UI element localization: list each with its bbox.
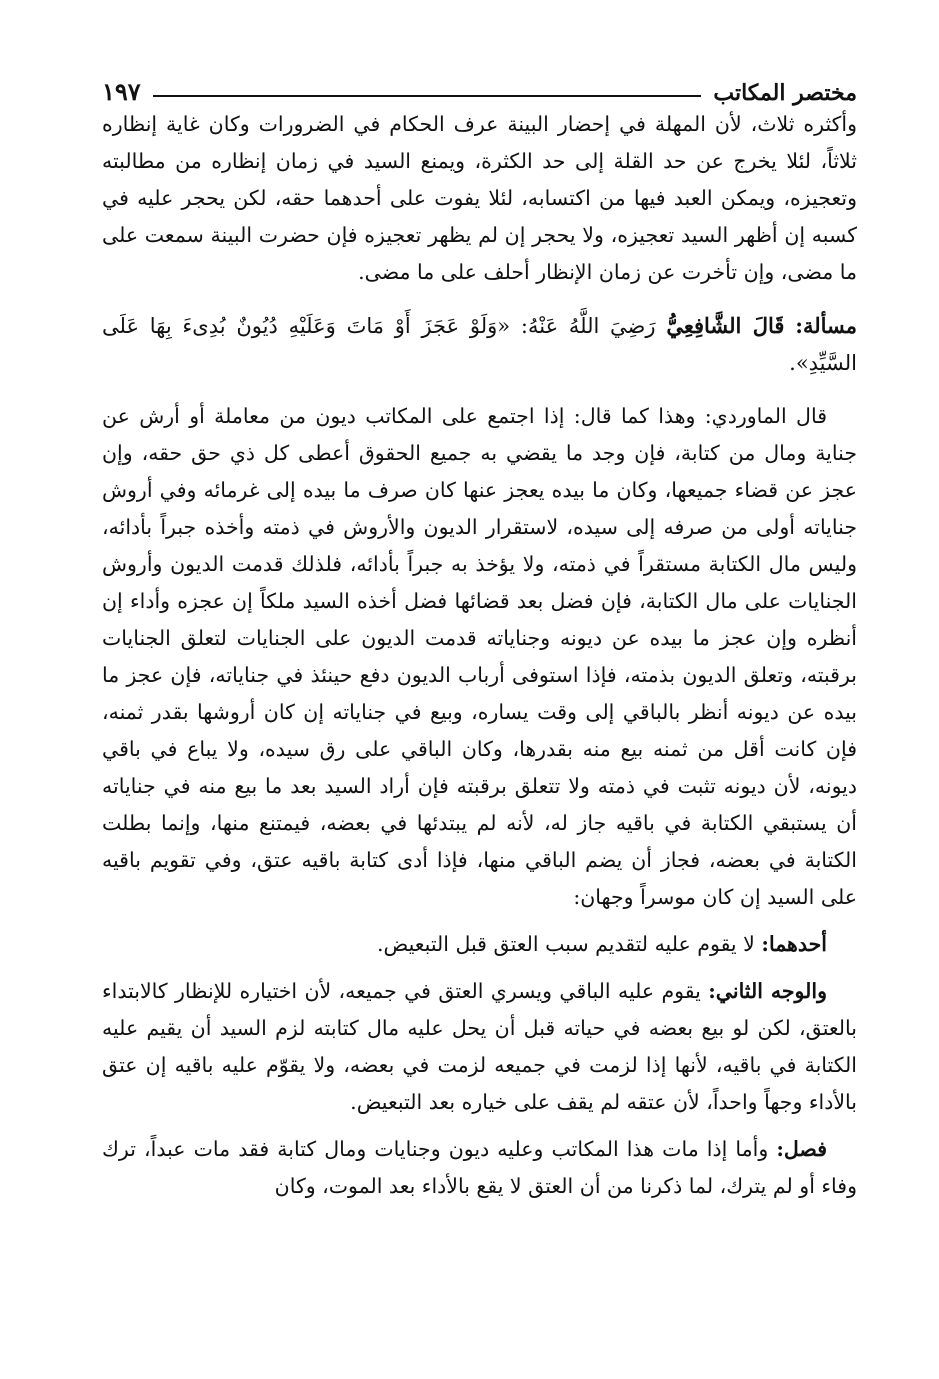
book-title: مختصر المكاتب <box>713 80 857 106</box>
masala-paragraph <box>102 307 857 382</box>
fasl-label: فصل: <box>776 1137 827 1161</box>
shafii-heading: قَالَ الشَّافِعِيُّ <box>666 313 785 338</box>
second-view-text: يقوم عليه الباقي ويسري العتق في جميعه، لأن اختياره للإنظار كالابتداء بالعتق، لكن لو بيع بعضه في حياته قبل أن يحل عليه مال كتابته لزم السيد أن يقيم عليه الكتابة في باقيه، لأنها إذا لزمت في جميعه لزمت في بعضه، ولا يقوّم عليه باقيه إن عتق بالأداء وجهاً واحداً، لأن عتقه لم يقف على خياره بعد التبعيض. <box>102 979 857 1114</box>
running-header <box>102 68 857 106</box>
first-view-paragraph <box>102 926 857 963</box>
mawardi-paragraph: قال الماوردي: وهذا كما قال: إذا اجتمع على المكاتب ديون من معاملة أو أرش عن جناية ومال من كتابة، فإن وجد ما يقضي به جميع الحقوق أعطى كل ذي حق حقه، وإن عجز عن قضاء جميعها، وكان ما بيده يعجز عنها كان صرف ما بيده إلى غرمائه وفي أروش جناياته أولى من صرفه إلى سيده، لاستقرار الديون والأروش في ذمته وأخذه جبراً بأدائه، وليس مال الكتابة مستقراً في ذمته، ولا يؤخذ به جبراً بأدائه، فلذلك قدمت الديون وأروش الجنايات على مال الكتابة، فإن فضل بعد قضائها فضل أخذه السيد ملكاً إن عجزه وأداء إن أنظره وإن عجز ما بيده عن ديونه وجناياته قدمت الديون على الجنايات لتعلق الجنايات برقبته، وتعلق الديون بذمته، فإذا استوفى أرباب الديون دفع حينئذ في جناياته، فإن عجز ما بيده عن ديونه أنظر بالباقي إلى وقت يساره، وبيع في جناياته إن كان أروشها بقدر ثمنه، فإن كانت أقل من ثمنه بيع منه بقدرها، وكان الباقي على رق سيده، ولا يباع في باقي ديونه، لأن ديونه تثبت في ذمته ولا تتعلق برقبته فإن أراد السيد بعد ما بيع منه في جناياته أن يستبقي الكتابة في باقيه جاز له، لأنه لم يبتدئها في بعضه، فيمتنع منها، وإنما بطلت الكتابة في بعضه، فجاز أن يضم الباقي منها، فإذا أدى كتابة باقيه عتق، وفي تقويم باقيه على السيد إن كان موسراً وجهان: <box>102 404 857 909</box>
paragraph-1: وأكثره ثلاث، لأن المهلة في إحضار البينة عرف الحكام في الضرورات وكان غاية إنظاره ثلاثاً، لئلا يخرج عن حد القلة إلى حد الكثرة، ويمنع السيد في زمان إنظاره من مطالبته وتعجيزه، ويمكن العبد فيها من اكتسابه، لئلا يفوت على أحدهما حقه، لكن يحجر عليه في كسبه إن أظهر السيد تعجيزه، ولا يحجر إن لم يظهر تعجيزه فإن حضرت البينة سمعت على ما مضى، وإن تأخرت عن زمان الإنظار أحلف على ما مضى. <box>102 112 857 284</box>
fasl-text: وأما إذا مات هذا المكاتب وعليه ديون وجنايات ومال كتابة فقد مات عبداً، ترك وفاء أو لم يترك، لما ذكرنا من أن العتق لا يقع بالأداء بعد الموت، وكان <box>102 1137 857 1198</box>
page-number: ١٩٧ <box>102 77 141 106</box>
second-view-label: والوجه الثاني: <box>708 979 827 1003</box>
masala-label: مسألة: <box>795 313 858 338</box>
first-view-text: لا يقوم عليه لتقديم سبب العتق قبل التبعيض. <box>376 932 755 956</box>
second-view-paragraph <box>102 973 857 1121</box>
fasl-paragraph <box>102 1131 857 1205</box>
header-rule <box>153 95 702 97</box>
masala-text: رَضِيَ اللَّهُ عَنْهُ: «وَلَوْ عَجَزَ أَوْ مَاتَ وَعَلَيْهِ دُيُونٌ بُدِىءَ بِهَا عَلَى السَّيِّدِ». <box>102 314 857 375</box>
first-view-label: أحدهما: <box>761 932 827 956</box>
